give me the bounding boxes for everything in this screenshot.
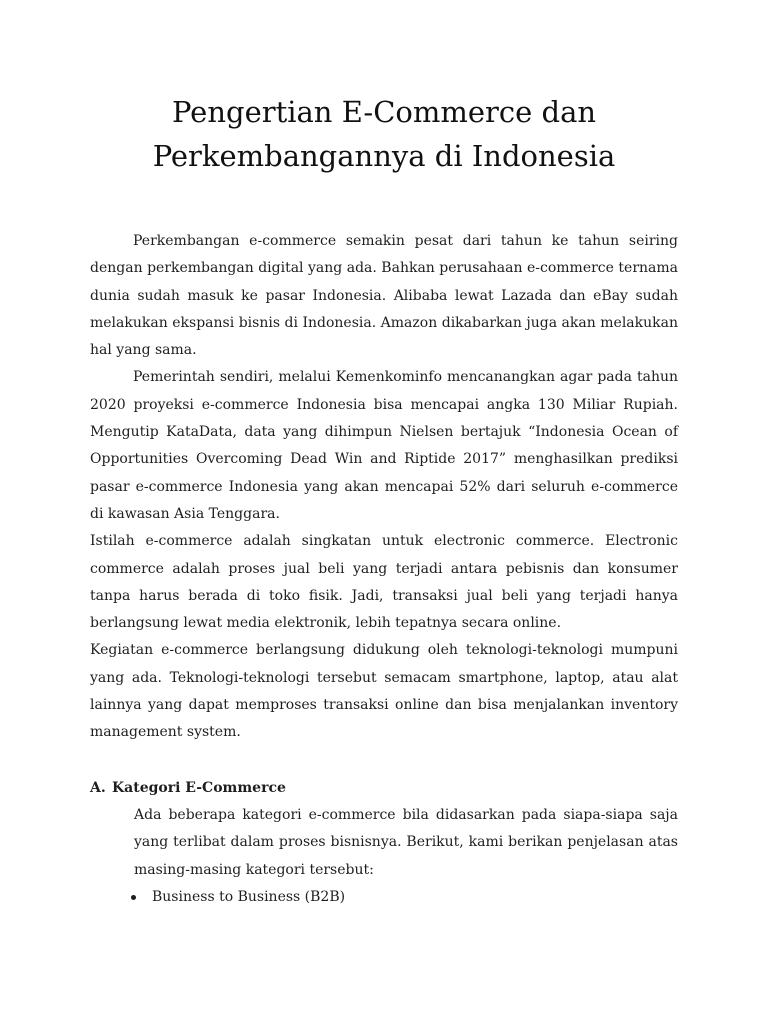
document-body [90,228,678,747]
title-line-2: Perkembangannya di Indonesia [152,139,616,173]
document-title [0,90,768,178]
paragraph-2: Pemerintah sendiri, melalui Kemenkominfo mencanangkan agar pada tahun 2020 proyeksi e-commerce Indonesia bisa mencapai angka 130 Miliar Rupiah. Mengutip KataData, data yang dihimpun Nielsen bertajuk “Indonesia Ocean of Opportunities Overcoming Dead Win and Riptide 2017” menghasilkan prediksi pasar e-commerce Indonesia yang akan mencapai 52% dari seluruh e-commerce di kawasan Asia Tenggara. [90,369,678,522]
section-letter: A. [90,780,106,796]
title-line-1: Pengertian E-Commerce dan [171,95,597,129]
section-paragraph: Ada beberapa kategori e-commerce bila didasarkan pada siapa-siapa saja yang terlibat dalam proses bisnisnya. Berikut, kami berikan penjelasan atas masing-masing kategori tersebut: [134,807,678,878]
bullet-icon [131,895,136,900]
bullet-list [90,884,678,911]
section-kategori [90,776,678,911]
paragraph-3: Istilah e-commerce adalah singkatan untuk electronic commerce. Electronic commerce adalah proses jual beli yang terjadi antara pebisnis dan konsumer tanpa harus berada di toko fisik. Jadi, transaksi jual beli yang terjadi hanya berlangsung lewat media elektronik, lebih tepatnya secara online. [90,533,678,632]
section-heading-text: Kategori E-Commerce [112,780,286,796]
list-item [90,884,678,911]
list-item-text: Business to Business (B2B) [152,888,346,905]
paragraph-1: Perkembangan e-commerce semakin pesat dari tahun ke tahun seiring dengan perkembangan digital yang ada. Bahkan perusahaan e-commerce ternama dunia sudah masuk ke pasar Indonesia. Alibaba lewat Lazada dan eBay sudah melakukan ekspansi bisnis di Indonesia. Amazon dikabarkan juga akan melakukan hal yang sama. [90,233,678,359]
section-heading [90,776,678,800]
paragraph-4: Kegiatan e-commerce berlangsung didukung oleh teknologi-teknologi mumpuni yang ada. Teknologi-teknologi tersebut semacam smartphone, laptop, atau alat lainnya yang dapat memproses transaksi online dan bisa menjalankan inventory management system. [90,642,678,741]
